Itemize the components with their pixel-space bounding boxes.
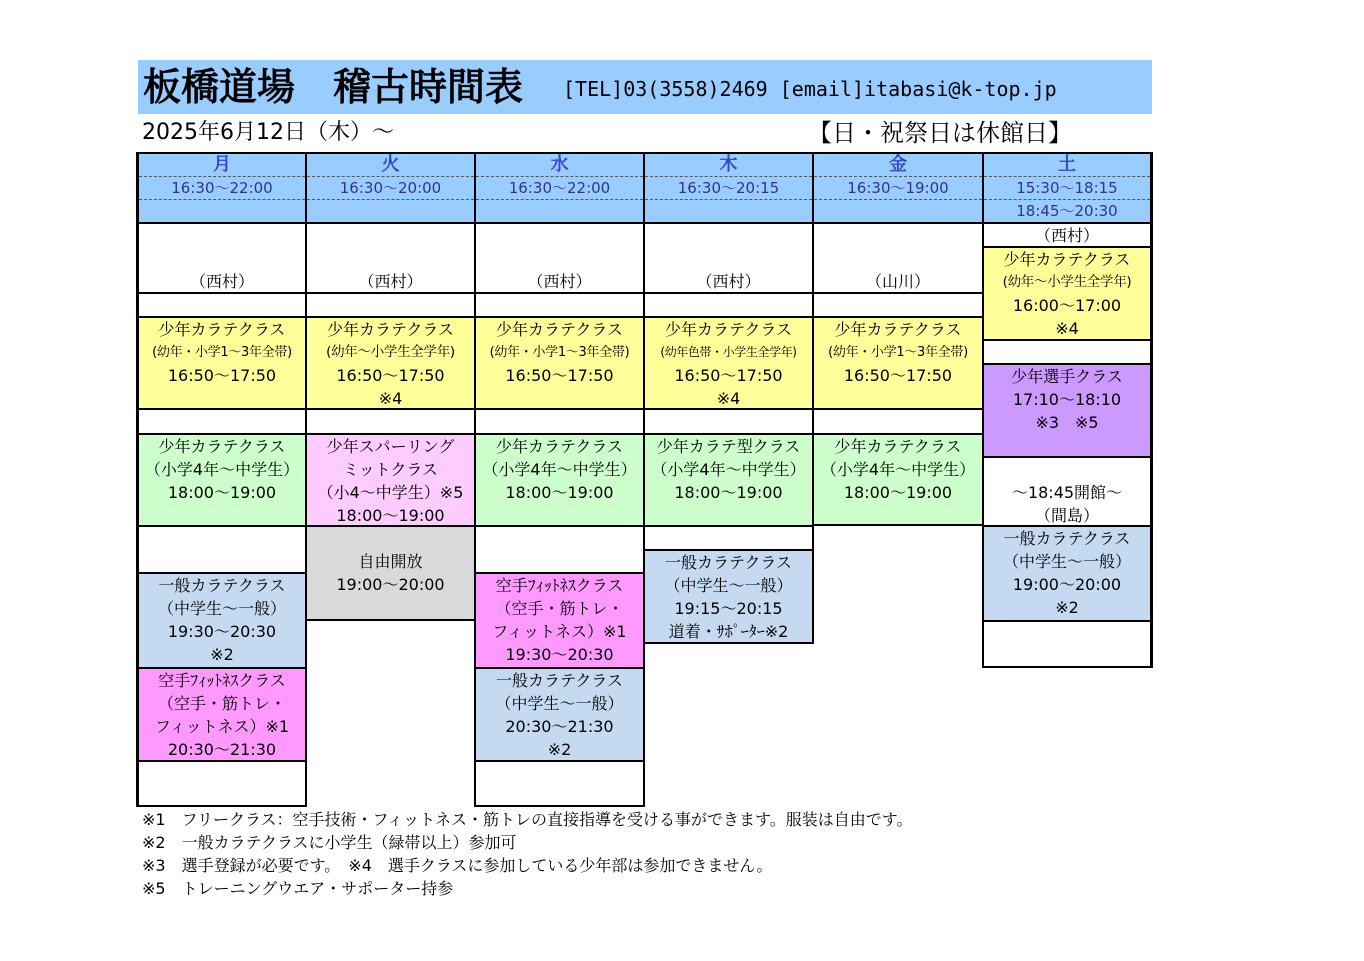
class-time: 18:00～19:00 (843, 483, 953, 502)
opening-hours: 16:30～20:15 (645, 176, 812, 199)
class-cell-kids-karate-senior (139, 433, 305, 525)
instructor-name: （西村） (1034, 226, 1099, 245)
class-cell-kids-karate (139, 316, 305, 408)
timetable (137, 152, 1154, 808)
class-target: （小学4年～中学生） (482, 460, 637, 479)
class-target: （小学4年～中学生） (651, 460, 806, 479)
class-title: 一般カラテクラス (665, 553, 792, 572)
class-target: (幼年～小学生全学年) (1002, 274, 1132, 290)
class-target: (幼年色帯・小学生全学年) (660, 345, 797, 359)
instructor-name: （西村） (189, 272, 254, 291)
opening-hours-extra (476, 199, 643, 222)
class-title: 一般カラテクラス (496, 671, 623, 690)
class-target: (幼年・小学1～3年全帯) (152, 345, 292, 360)
day-column-tue (305, 152, 476, 621)
class-title: 少年カラテクラス (834, 437, 962, 456)
opening-hours: 16:30～20:00 (307, 176, 474, 199)
opening-hours: 15:30～18:15 (984, 176, 1150, 199)
empty-cell (139, 760, 305, 805)
day-column-wed (474, 152, 645, 807)
class-target: （中学生～一般） (664, 576, 793, 595)
instructor-name: （西村） (358, 272, 423, 291)
opening-hours: 16:30～22:00 (476, 176, 643, 199)
reopening-time: ～18:45開館～ (1011, 483, 1123, 502)
instructor-name: （間島） (1034, 506, 1099, 525)
class-target: （空手・筋トレ・ (157, 694, 286, 713)
opening-hours: 16:30～19:00 (814, 176, 982, 199)
class-cell-general-karate (984, 525, 1150, 620)
class-target: （小学4年～中学生） (144, 460, 300, 479)
day-column-fri (812, 152, 984, 526)
class-time: 20:30～21:30 (167, 740, 277, 759)
class-title: 空手ﾌｨｯﾄﾈｽクラス (495, 576, 624, 595)
class-target: （中学生～一般） (1002, 552, 1131, 571)
empty-cell (984, 620, 1150, 666)
class-cell-kids-karate (984, 246, 1150, 339)
day-header: 金 (814, 154, 982, 176)
class-cell-general-karate (645, 549, 812, 642)
closed-notice: 【日・祝祭日は休館日】 (808, 119, 1072, 147)
day-header: 土 (984, 154, 1150, 176)
instructor-name: （山川） (865, 272, 930, 291)
class-time: 16:50～17:50 (674, 366, 783, 385)
class-target: （空手・筋トレ・ (495, 599, 624, 618)
class-note: ※2 (1055, 598, 1079, 617)
start-date: 2025年6月12日（木）～ (142, 120, 394, 145)
class-time: 16:50～17:50 (167, 366, 277, 385)
class-cell-kids-karate (307, 316, 474, 408)
class-time: 19:30～20:30 (167, 622, 277, 641)
instructor-cell (645, 222, 812, 292)
footnote: ※5 トレーニングウエア・サポーター持参 (142, 879, 454, 898)
opening-hours-extra: 18:45～20:30 (984, 199, 1150, 222)
footnotes (142, 808, 912, 900)
class-cell-kids-karate-senior (814, 433, 982, 524)
empty-cell (645, 292, 812, 316)
class-time: 18:00～19:00 (336, 506, 445, 525)
class-time: 17:10～18:10 (1012, 390, 1122, 409)
day-header: 月 (139, 154, 305, 176)
day-header: 火 (307, 154, 474, 176)
instructor-name: （西村） (696, 272, 761, 291)
footnote: ※1 フリークラス：空手技術・フィットネス・筋トレの直接指導を受ける事ができます。服装は自由です。 (142, 810, 913, 829)
class-title: 少年カラテクラス (496, 437, 623, 456)
empty-cell (645, 408, 812, 433)
class-time: 16:00～17:00 (1012, 296, 1122, 315)
class-note: ※3 ※5 (1035, 413, 1099, 432)
class-cell-kids-karate (476, 316, 643, 408)
class-target: （小学4年～中学生） (820, 460, 976, 479)
class-note: ※4 (378, 389, 403, 408)
class-title: 一般カラテクラス (158, 576, 286, 595)
instructor-cell (476, 222, 643, 292)
class-target: (幼年・小学1～3年全帯) (489, 345, 630, 360)
class-cell-kids-sparring (307, 433, 474, 525)
class-time: 19:00～20:00 (1012, 575, 1122, 594)
class-cell-general-karate (476, 667, 643, 760)
class-title: 自由開放 (358, 552, 423, 571)
class-note: ※4 (716, 389, 741, 408)
class-cell-general-karate (139, 572, 305, 667)
class-title: 一般カラテクラス (1003, 529, 1131, 548)
class-time: 19:30～20:30 (505, 645, 614, 664)
class-time: 20:30～21:30 (505, 717, 614, 736)
day-header: 木 (645, 154, 812, 176)
empty-cell (476, 408, 643, 433)
class-title: 少年カラテクラス (834, 320, 962, 339)
class-time: 19:15～20:15 (674, 599, 783, 618)
class-time: 16:50～17:50 (843, 366, 953, 385)
day-column-sat (982, 152, 1153, 668)
class-note: 道着・ｻﾎﾟｰﾀｰ※2 (668, 622, 789, 641)
class-title: 少年カラテクラス (158, 437, 286, 456)
empty-cell (307, 292, 474, 316)
class-title: ミットクラス (343, 460, 438, 479)
instructor-name: （西村） (527, 272, 592, 291)
class-cell-kids-kata (645, 433, 812, 525)
class-title: 少年スパーリング (326, 437, 455, 456)
class-note: ※2 (210, 645, 234, 664)
class-cell-karate-fitness (139, 667, 305, 760)
class-target: (幼年・小学1～3年全帯) (828, 345, 968, 360)
opening-hours-extra (645, 199, 812, 222)
class-title: 少年選手クラス (1011, 367, 1123, 386)
empty-cell (476, 760, 643, 805)
footnote: ※2 一般カラテクラスに小学生（緑帯以上）参加可 (142, 833, 517, 852)
contact-info: [TEL]03(3558)2469 [email]itabasi@k-top.jp (563, 77, 1057, 101)
opening-hours-extra (307, 199, 474, 222)
class-time: 18:00～19:00 (167, 483, 277, 502)
empty-cell (814, 408, 982, 433)
opening-hours-extra (814, 199, 982, 222)
class-time: 19:00～20:00 (336, 575, 445, 594)
empty-cell (476, 525, 643, 572)
instructor-cell (307, 222, 474, 292)
class-title: 空手ﾌｨｯﾄﾈｽクラス (158, 671, 286, 690)
class-target: （中学生～一般） (495, 694, 624, 713)
class-title: 少年カラテクラス (327, 320, 454, 339)
title-band (138, 60, 1152, 114)
empty-cell (814, 292, 982, 316)
empty-cell (476, 292, 643, 316)
class-time: 18:00～19:00 (505, 483, 614, 502)
instructor-cell (814, 222, 982, 292)
instructor-cell (139, 222, 305, 292)
empty-cell (307, 408, 474, 433)
class-title: 少年カラテクラス (496, 320, 623, 339)
class-title: 少年カラテ型クラス (656, 437, 801, 456)
class-cell-kids-karate (814, 316, 982, 408)
class-target: フィットネス）※1 (492, 622, 627, 641)
class-note: ※4 (1055, 319, 1079, 338)
empty-cell (645, 525, 812, 549)
empty-cell (139, 408, 305, 433)
class-title: 少年カラテクラス (158, 320, 286, 339)
class-cell-karate-fitness (476, 572, 643, 667)
class-cell-kids-karate (645, 316, 812, 408)
class-title: 少年カラテクラス (1003, 250, 1131, 269)
instructor-cell (984, 222, 1150, 246)
day-column-mon (136, 152, 307, 807)
class-cell-kids-competition (984, 363, 1150, 456)
empty-cell (984, 339, 1150, 363)
class-title: 少年カラテクラス (665, 320, 792, 339)
empty-cell (139, 292, 305, 316)
class-target: （小4～中学生）※5 (317, 483, 464, 502)
class-time: 16:50～17:50 (336, 366, 445, 385)
class-time: 18:00～19:00 (674, 483, 783, 502)
class-target: （中学生～一般） (157, 599, 286, 618)
reopening-cell (984, 456, 1150, 525)
class-target: (幼年～小学生全学年) (326, 344, 455, 360)
class-time: 16:50～17:50 (505, 366, 614, 385)
page-title: 板橋道場 稽古時間表 (143, 65, 524, 109)
footnote: ※3 選手登録が必要です。 ※4 選手クラスに参加している少年部は参加できません。 (142, 856, 773, 875)
free-open-cell (307, 525, 474, 619)
class-cell-kids-karate-senior (476, 433, 643, 525)
class-note: ※2 (547, 740, 572, 759)
opening-hours-extra (139, 199, 305, 222)
opening-hours: 16:30～22:00 (139, 176, 305, 199)
class-target: フィットネス）※1 (154, 717, 290, 736)
day-column-thu (643, 152, 814, 644)
empty-cell (139, 525, 305, 572)
day-header: 水 (476, 154, 643, 176)
